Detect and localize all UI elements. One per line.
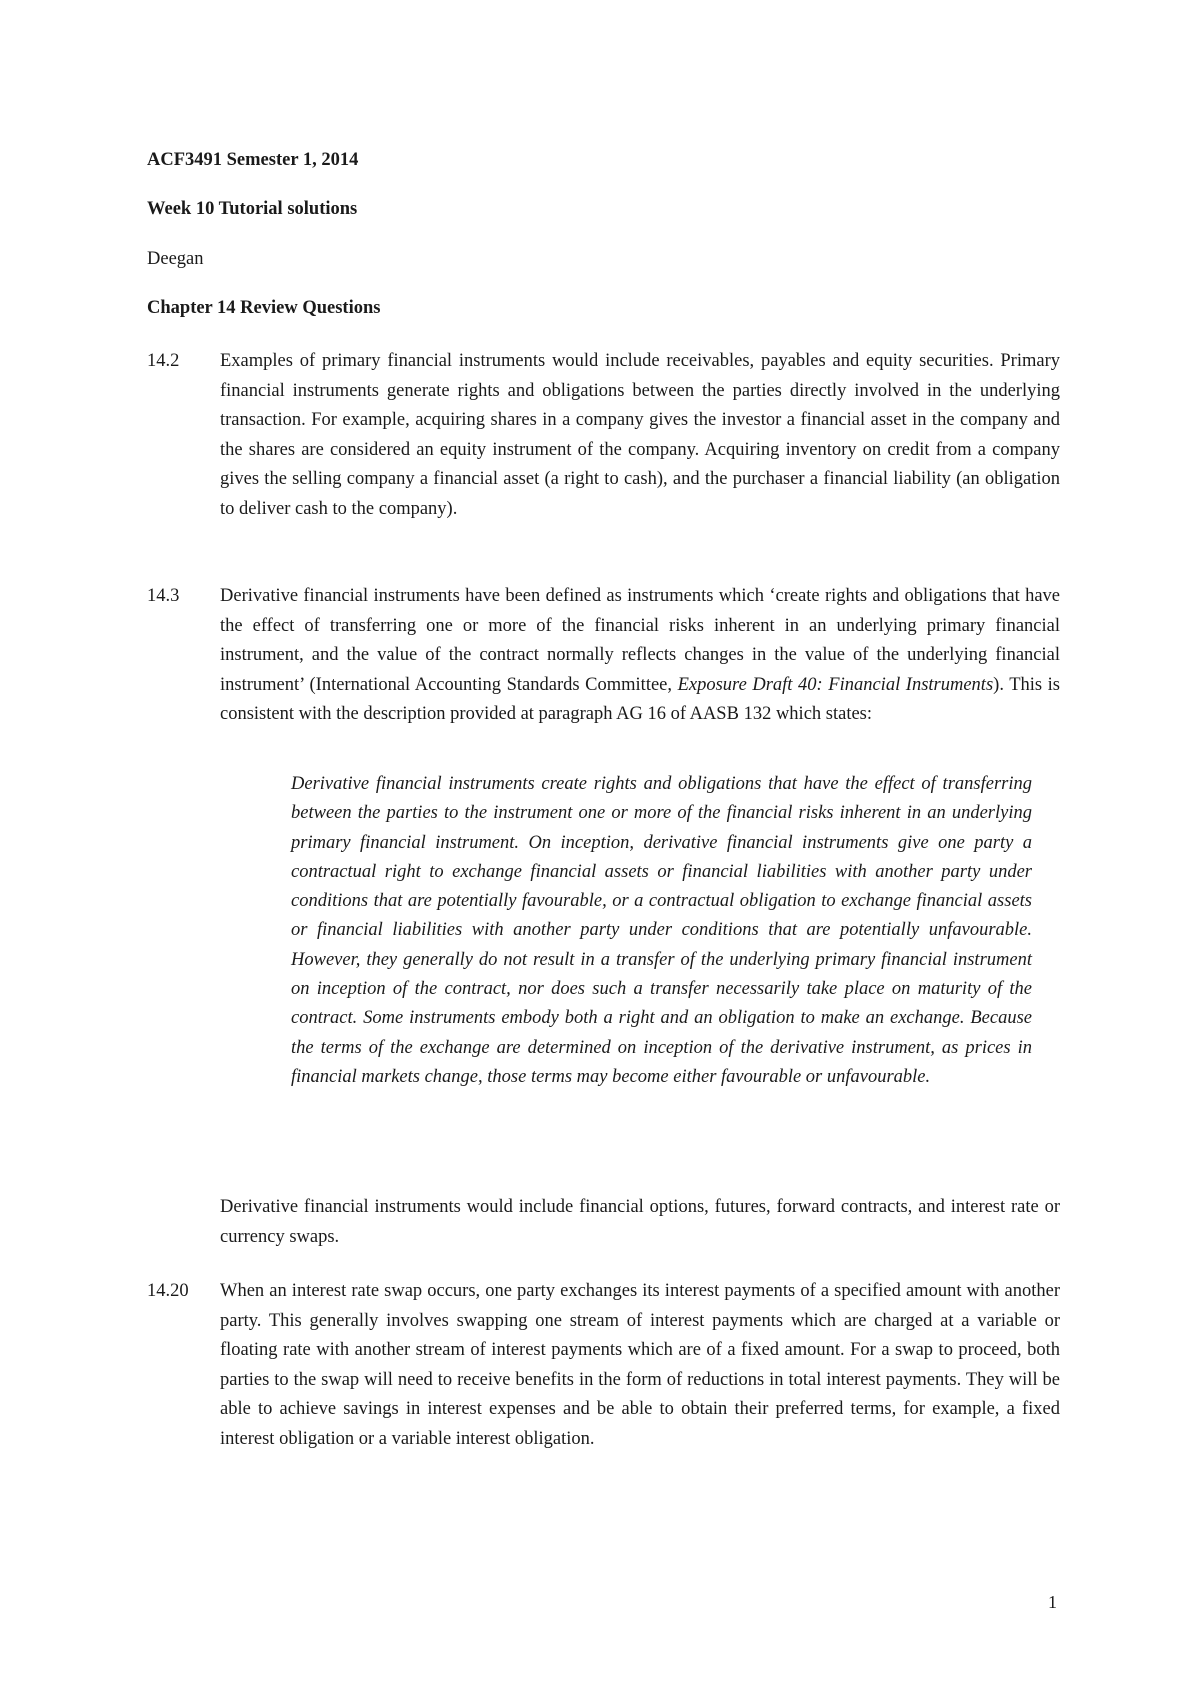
answer-14-3-part-1: Derivative financial instruments have been defined as instruments which ‘create rights and obligations that have the effect of transferring one or more of the financial risks inherent in an underlying primary financial instrument, and the value of the contract normally reflects changes in the value of the underlying financial instrument’ (International Accounting Standards Committee, xyxy=(220,586,1060,695)
week-title: Week 10 Tutorial solutions xyxy=(147,199,358,219)
answer-14-20: When an interest rate swap occurs, one party exchanges its interest payments of a specified amount with another party. This generally involves swapping one stream of interest payments which are charged at a variable or floating rate with another stream of interest payments which are of a fixed amount. For a swap to proceed, both parties to the swap will need to receive benefits in the form of reductions in total interest payments. They will be able to achieve savings in interest expenses and be able to obtain their preferred terms, for example, a fixed interest obligation or a variable interest obligation. xyxy=(220,1281,1060,1449)
aasb-quote: Derivative financial instruments create rights and obligations that have the effect of transferring between the parties to the instrument one or more of the financial risks inherent in an underlying primary financial instrument. On inception, derivative financial instruments give one party a contractual right to exchange financial assets or financial liabilities with another party under conditions that are potentially favourable, or a contractual obligation to exchange financial assets or financial liabilities with another party under conditions that are potentially unfavourable. However, they generally do not result in a transfer of the underlying primary financial instrument on inception of the contract, nor does such a transfer necessarily take place on maturity of the contract. Some instruments embody both a right and an obligation to make an exchange. Because the terms of the exchange are determined on inception of the derivative instrument, as prices in financial markets change, those terms may become either favourable or unfavourable. xyxy=(291,774,1032,1087)
chapter-title: Chapter 14 Review Questions xyxy=(147,298,381,318)
answer-14-2: Examples of primary financial instruments would include receivables, payables and equity securities. Primary financial instruments generate rights and obligations between the parties directly involved in the underlying transaction. For example, acquiring shares in a company gives the investor a financial asset in the company and the shares are considered an equity instrument of the company. Acquiring inventory on credit from a company gives the selling company a financial asset (a right to cash), and the purchaser a financial liability (an obligation to deliver cash to the company). xyxy=(220,351,1060,519)
author-name: Deegan xyxy=(147,249,204,269)
question-number-14-2: 14.2 xyxy=(147,351,180,371)
answer-14-3-part-2: ). This is consistent with the description provided at paragraph AG 16 of AASB 132 which states: xyxy=(220,674,1060,724)
question-number-14-20: 14.20 xyxy=(147,1281,189,1301)
answer-14-3-citation: Exposure Draft 40: Financial Instruments xyxy=(677,674,994,695)
answer-14-3 xyxy=(220,582,1060,730)
course-title: ACF3491 Semester 1, 2014 xyxy=(147,150,359,170)
question-number-14-3: 14.3 xyxy=(147,586,180,606)
answer-14-3-closing: Derivative financial instruments would include financial options, futures, forward contracts, and interest rate or currency swaps. xyxy=(220,1197,1060,1247)
page-number: 1 xyxy=(1048,1592,1057,1612)
